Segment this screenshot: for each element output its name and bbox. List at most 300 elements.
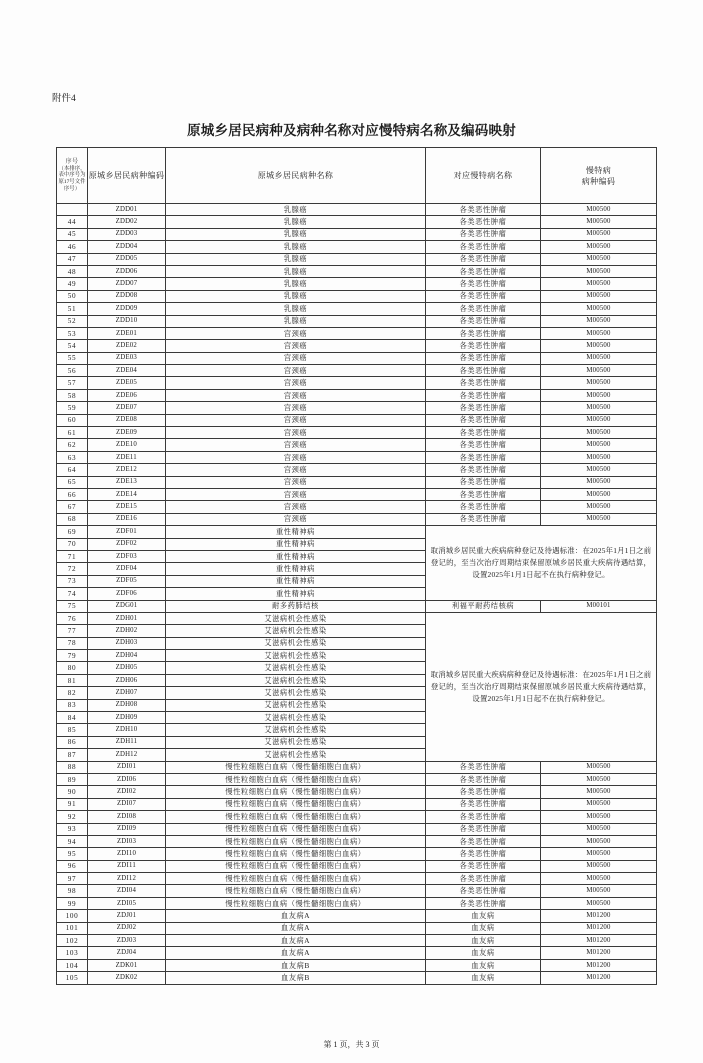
table-row <box>57 389 657 401</box>
mapped-disease-name-cell: 血友病 <box>426 959 541 971</box>
disease-name-cell: 艾滋病机会性感染 <box>166 736 426 748</box>
row-number-cell: 78 <box>57 637 88 649</box>
row-number-cell: 67 <box>57 501 88 513</box>
disease-code-cell: ZDD08 <box>88 290 166 302</box>
disease-code-cell: ZDI11 <box>88 860 166 872</box>
table-row <box>57 402 657 414</box>
disease-code-cell: ZDJ04 <box>88 947 166 959</box>
mapped-disease-name-cell: 血友病 <box>426 972 541 984</box>
mapped-disease-name-cell: 各类恶性肿瘤 <box>426 414 541 426</box>
disease-code-cell: ZDE01 <box>88 327 166 339</box>
row-number-cell: 87 <box>57 749 88 761</box>
mapped-disease-name-cell: 各类恶性肿瘤 <box>426 451 541 463</box>
disease-code-cell: ZDI08 <box>88 811 166 823</box>
mapped-disease-name-cell: 各类恶性肿瘤 <box>426 439 541 451</box>
table-row <box>57 873 657 885</box>
row-number-cell: 68 <box>57 513 88 525</box>
disease-code-cell: ZDD03 <box>88 228 166 240</box>
mapped-disease-name-cell: 各类恶性肿瘤 <box>426 265 541 277</box>
table-row <box>57 600 657 612</box>
row-number-cell: 71 <box>57 550 88 562</box>
mapped-disease-code-cell: M00500 <box>541 352 657 364</box>
mapped-disease-name-cell: 各类恶性肿瘤 <box>426 885 541 897</box>
disease-code-cell: ZDD02 <box>88 216 166 228</box>
table-row <box>57 786 657 798</box>
disease-name-cell: 慢性粒细胞白血病（慢性髓细胞白血病） <box>166 786 426 798</box>
disease-code-cell: ZDD09 <box>88 303 166 315</box>
table-row <box>57 526 657 538</box>
row-number-cell: 77 <box>57 625 88 637</box>
row-number-cell: 82 <box>57 687 88 699</box>
disease-name-cell: 艾滋病机会性感染 <box>166 724 426 736</box>
row-number-cell: 99 <box>57 897 88 909</box>
mapped-disease-code-cell: M00500 <box>541 303 657 315</box>
mapped-disease-name-cell: 各类恶性肿瘤 <box>426 798 541 810</box>
disease-name-cell: 艾滋病机会性感染 <box>166 749 426 761</box>
disease-code-cell: ZDI03 <box>88 835 166 847</box>
row-number-cell: 101 <box>57 922 88 934</box>
mapped-disease-name-cell: 各类恶性肿瘤 <box>426 860 541 872</box>
row-number-cell: 102 <box>57 935 88 947</box>
disease-code-cell: ZDE12 <box>88 464 166 476</box>
row-number-cell: 53 <box>57 327 88 339</box>
disease-name-cell: 慢性粒细胞白血病（慢性髓细胞白血病） <box>166 773 426 785</box>
mapped-disease-code-cell: M00500 <box>541 501 657 513</box>
disease-code-cell: ZDI02 <box>88 786 166 798</box>
mapped-disease-name-cell: 各类恶性肿瘤 <box>426 476 541 488</box>
header-mapped-disease-name: 对应慢特病名称 <box>426 148 541 204</box>
table-row <box>57 811 657 823</box>
mapped-disease-code-cell: M00101 <box>541 600 657 612</box>
disease-code-cell: ZDE03 <box>88 352 166 364</box>
row-number-cell: 47 <box>57 253 88 265</box>
row-number-cell: 59 <box>57 402 88 414</box>
disease-name-cell: 宫颈癌 <box>166 513 426 525</box>
mapped-disease-code-cell: M00500 <box>541 823 657 835</box>
disease-name-cell: 血友病B <box>166 959 426 971</box>
mapped-disease-code-cell: M00500 <box>541 848 657 860</box>
mapped-disease-name-cell: 血友病 <box>426 922 541 934</box>
table-row <box>57 315 657 327</box>
mapped-disease-name-cell: 各类恶性肿瘤 <box>426 873 541 885</box>
disease-code-cell: ZDF02 <box>88 538 166 550</box>
disease-code-cell: ZDD05 <box>88 253 166 265</box>
mapped-disease-code-cell: M00500 <box>541 290 657 302</box>
table-row <box>57 922 657 934</box>
header-mapped-code-line2: 病种编码 <box>581 176 616 186</box>
table-row <box>57 897 657 909</box>
disease-name-cell: 乳腺癌 <box>166 204 426 216</box>
header-mapped-disease-code <box>541 148 657 204</box>
row-number-cell: 74 <box>57 588 88 600</box>
row-number-cell: 90 <box>57 786 88 798</box>
disease-name-cell: 艾滋病机会性感染 <box>166 699 426 711</box>
disease-name-cell: 宫颈癌 <box>166 451 426 463</box>
disease-code-cell: ZDD04 <box>88 241 166 253</box>
table-row <box>57 488 657 500</box>
disease-name-cell: 耐多药肺结核 <box>166 600 426 612</box>
disease-name-cell: 乳腺癌 <box>166 228 426 240</box>
disease-code-cell: ZDI05 <box>88 897 166 909</box>
row-number-cell: 45 <box>57 228 88 240</box>
row-number-cell: 92 <box>57 811 88 823</box>
disease-name-cell: 慢性粒细胞白血病（慢性髓细胞白血病） <box>166 823 426 835</box>
mapping-table <box>56 147 657 985</box>
row-number-cell: 100 <box>57 910 88 922</box>
table-row <box>57 414 657 426</box>
row-number-cell: 105 <box>57 972 88 984</box>
mapped-disease-name-cell: 各类恶性肿瘤 <box>426 278 541 290</box>
row-number-cell: 46 <box>57 241 88 253</box>
disease-name-cell: 慢性粒细胞白血病（慢性髓细胞白血病） <box>166 798 426 810</box>
disease-code-cell: ZDE06 <box>88 389 166 401</box>
disease-code-cell: ZDI09 <box>88 823 166 835</box>
disease-name-cell: 艾滋病机会性感染 <box>166 625 426 637</box>
mapped-disease-code-cell: M00500 <box>541 414 657 426</box>
table-row <box>57 365 657 377</box>
disease-code-cell: ZDH05 <box>88 662 166 674</box>
row-number-cell: 91 <box>57 798 88 810</box>
mapped-disease-code-cell: M00500 <box>541 389 657 401</box>
mapped-disease-code-cell: M01200 <box>541 935 657 947</box>
table-row <box>57 885 657 897</box>
disease-name-cell: 宫颈癌 <box>166 488 426 500</box>
disease-name-cell: 艾滋病机会性感染 <box>166 712 426 724</box>
disease-code-cell: ZDK02 <box>88 972 166 984</box>
mapped-disease-name-cell: 各类恶性肿瘤 <box>426 773 541 785</box>
disease-code-cell: ZDD10 <box>88 315 166 327</box>
mapped-disease-name-cell: 各类恶性肿瘤 <box>426 290 541 302</box>
row-number-cell: 56 <box>57 365 88 377</box>
mapped-disease-name-cell: 各类恶性肿瘤 <box>426 848 541 860</box>
table-row <box>57 427 657 439</box>
disease-code-cell: ZDJ03 <box>88 935 166 947</box>
disease-code-cell: ZDH01 <box>88 612 166 624</box>
disease-code-cell: ZDH08 <box>88 699 166 711</box>
disease-name-cell: 重性精神病 <box>166 588 426 600</box>
mapped-disease-name-cell: 各类恶性肿瘤 <box>426 352 541 364</box>
header-row-number-title: 序号 <box>65 158 79 165</box>
disease-code-cell: ZDE11 <box>88 451 166 463</box>
mapped-disease-name-cell: 各类恶性肿瘤 <box>426 427 541 439</box>
table-row <box>57 947 657 959</box>
disease-name-cell: 乳腺癌 <box>166 216 426 228</box>
row-number-cell: 93 <box>57 823 88 835</box>
table-row <box>57 290 657 302</box>
mapped-disease-name-cell: 各类恶性肿瘤 <box>426 488 541 500</box>
mapped-disease-name-cell: 各类恶性肿瘤 <box>426 315 541 327</box>
mapped-disease-name-cell: 各类恶性肿瘤 <box>426 377 541 389</box>
row-number-cell: 89 <box>57 773 88 785</box>
mapped-disease-code-cell: M00500 <box>541 513 657 525</box>
row-number-cell: 52 <box>57 315 88 327</box>
row-number-cell: 98 <box>57 885 88 897</box>
disease-name-cell: 乳腺癌 <box>166 241 426 253</box>
disease-name-cell: 宫颈癌 <box>166 402 426 414</box>
disease-name-cell: 重性精神病 <box>166 575 426 587</box>
mapped-disease-code-cell: M00500 <box>541 451 657 463</box>
table-row <box>57 835 657 847</box>
row-number-cell: 83 <box>57 699 88 711</box>
row-number-cell: 69 <box>57 526 88 538</box>
row-number-cell: 81 <box>57 674 88 686</box>
row-number-cell: 88 <box>57 761 88 773</box>
disease-name-cell: 血友病A <box>166 922 426 934</box>
table-row <box>57 464 657 476</box>
disease-code-cell: ZDH04 <box>88 650 166 662</box>
disease-name-cell: 慢性粒细胞白血病（慢性髓细胞白血病） <box>166 811 426 823</box>
disease-code-cell: ZDF03 <box>88 550 166 562</box>
mapped-disease-name-cell: 各类恶性肿瘤 <box>426 501 541 513</box>
row-number-cell: 50 <box>57 290 88 302</box>
header-mapped-code-line1: 慢特病 <box>585 165 612 175</box>
disease-name-cell: 重性精神病 <box>166 550 426 562</box>
disease-name-cell: 血友病B <box>166 972 426 984</box>
remark-cell: 取消城乡居民重大疾病病种登记及待遇标准：在2025年1月1日之前登记的，至当次治疗周期结束保留原城乡居民重大疾病待遇结算，设置2025年1月1日起不在执行病种登记。 <box>426 526 657 600</box>
row-number-cell: 94 <box>57 835 88 847</box>
disease-code-cell: ZDF05 <box>88 575 166 587</box>
disease-name-cell: 宫颈癌 <box>166 377 426 389</box>
mapped-disease-code-cell: M01200 <box>541 910 657 922</box>
disease-name-cell: 重性精神病 <box>166 526 426 538</box>
table-row <box>57 773 657 785</box>
table-row <box>57 761 657 773</box>
disease-name-cell: 宫颈癌 <box>166 464 426 476</box>
mapped-disease-name-cell: 各类恶性肿瘤 <box>426 835 541 847</box>
row-number-cell: 85 <box>57 724 88 736</box>
disease-name-cell: 慢性粒细胞白血病（慢性髓细胞白血病） <box>166 860 426 872</box>
disease-name-cell: 血友病A <box>166 935 426 947</box>
mapped-disease-code-cell: M00500 <box>541 340 657 352</box>
table-row <box>57 476 657 488</box>
mapped-disease-name-cell: 各类恶性肿瘤 <box>426 340 541 352</box>
mapped-disease-name-cell: 血友病 <box>426 947 541 959</box>
mapped-disease-name-cell: 各类恶性肿瘤 <box>426 303 541 315</box>
row-number-cell: 58 <box>57 389 88 401</box>
disease-code-cell: ZDI06 <box>88 773 166 785</box>
mapped-disease-code-cell: M00500 <box>541 377 657 389</box>
row-number-cell <box>57 204 88 216</box>
row-number-cell: 66 <box>57 488 88 500</box>
disease-name-cell: 重性精神病 <box>166 538 426 550</box>
mapped-disease-code-cell: M00500 <box>541 885 657 897</box>
table-row <box>57 377 657 389</box>
mapped-disease-name-cell: 各类恶性肿瘤 <box>426 761 541 773</box>
disease-name-cell: 乳腺癌 <box>166 303 426 315</box>
mapped-disease-code-cell: M01200 <box>541 947 657 959</box>
disease-code-cell: ZDJ01 <box>88 910 166 922</box>
disease-code-cell: ZDE10 <box>88 439 166 451</box>
mapped-disease-name-cell: 各类恶性肿瘤 <box>426 402 541 414</box>
row-number-cell: 65 <box>57 476 88 488</box>
row-number-cell: 80 <box>57 662 88 674</box>
disease-name-cell: 艾滋病机会性感染 <box>166 637 426 649</box>
mapped-disease-code-cell: M01200 <box>541 922 657 934</box>
table-row <box>57 612 657 624</box>
table-row <box>57 265 657 277</box>
disease-name-cell: 乳腺癌 <box>166 278 426 290</box>
disease-name-cell: 乳腺癌 <box>166 290 426 302</box>
disease-code-cell: ZDE04 <box>88 365 166 377</box>
disease-code-cell: ZDI04 <box>88 885 166 897</box>
disease-code-cell: ZDE15 <box>88 501 166 513</box>
disease-code-cell: ZDE16 <box>88 513 166 525</box>
mapped-disease-code-cell: M00500 <box>541 228 657 240</box>
disease-name-cell: 宫颈癌 <box>166 427 426 439</box>
table-row <box>57 352 657 364</box>
disease-name-cell: 慢性粒细胞白血病（慢性髓细胞白血病） <box>166 885 426 897</box>
table-row <box>57 253 657 265</box>
disease-name-cell: 慢性粒细胞白血病（慢性髓细胞白血病） <box>166 873 426 885</box>
table-row <box>57 798 657 810</box>
disease-code-cell: ZDE07 <box>88 402 166 414</box>
disease-name-cell: 宫颈癌 <box>166 352 426 364</box>
table-row <box>57 241 657 253</box>
mapped-disease-name-cell: 各类恶性肿瘤 <box>426 823 541 835</box>
row-number-cell: 97 <box>57 873 88 885</box>
row-number-cell: 96 <box>57 860 88 872</box>
disease-name-cell: 宫颈癌 <box>166 365 426 377</box>
table-row <box>57 860 657 872</box>
table-row <box>57 513 657 525</box>
row-number-cell: 76 <box>57 612 88 624</box>
table-row <box>57 935 657 947</box>
disease-code-cell: ZDE05 <box>88 377 166 389</box>
disease-code-cell: ZDH03 <box>88 637 166 649</box>
disease-code-cell: ZDD07 <box>88 278 166 290</box>
row-number-cell: 86 <box>57 736 88 748</box>
disease-code-cell: ZDK01 <box>88 959 166 971</box>
row-number-cell: 51 <box>57 303 88 315</box>
disease-code-cell: ZDG01 <box>88 600 166 612</box>
page-title: 原城乡居民病种及病种名称对应慢特病名称及编码映射 <box>187 123 516 138</box>
disease-code-cell: ZDI07 <box>88 798 166 810</box>
row-number-cell: 104 <box>57 959 88 971</box>
table-row <box>57 848 657 860</box>
table-row <box>57 216 657 228</box>
mapped-disease-code-cell: M01200 <box>541 972 657 984</box>
disease-code-cell: ZDH09 <box>88 712 166 724</box>
disease-name-cell: 乳腺癌 <box>166 315 426 327</box>
mapped-disease-name-cell: 各类恶性肿瘤 <box>426 204 541 216</box>
disease-name-cell: 宫颈癌 <box>166 476 426 488</box>
disease-name-cell: 艾滋病机会性感染 <box>166 662 426 674</box>
disease-name-cell: 宫颈癌 <box>166 389 426 401</box>
mapped-disease-code-cell: M00500 <box>541 464 657 476</box>
mapped-disease-name-cell: 各类恶性肿瘤 <box>426 811 541 823</box>
table-row <box>57 439 657 451</box>
disease-name-cell: 宫颈癌 <box>166 340 426 352</box>
mapped-disease-code-cell: M00500 <box>541 786 657 798</box>
header-row-number-note: （本排序，表中序号为原17号文件序号） <box>58 165 86 192</box>
mapped-disease-code-cell: M00500 <box>541 253 657 265</box>
row-number-cell: 75 <box>57 600 88 612</box>
remark-cell: 取消城乡居民重大疾病病种登记及待遇标准：在2025年1月1日之前登记的，至当次治疗周期结束保留原城乡居民重大疾病待遇结算，设置2025年1月1日起不在执行病种登记。 <box>426 612 657 761</box>
disease-name-cell: 慢性粒细胞白血病（慢性髓细胞白血病） <box>166 835 426 847</box>
disease-code-cell: ZDE09 <box>88 427 166 439</box>
row-number-cell: 54 <box>57 340 88 352</box>
row-number-cell: 72 <box>57 563 88 575</box>
mapped-disease-code-cell: M00500 <box>541 327 657 339</box>
table-row <box>57 501 657 513</box>
row-number-cell: 103 <box>57 947 88 959</box>
mapped-disease-code-cell: M00500 <box>541 315 657 327</box>
mapped-disease-code-cell: M00500 <box>541 241 657 253</box>
mapped-disease-name-cell: 各类恶性肿瘤 <box>426 786 541 798</box>
row-number-cell: 44 <box>57 216 88 228</box>
row-number-cell: 55 <box>57 352 88 364</box>
disease-code-cell: ZDD01 <box>88 204 166 216</box>
disease-name-cell: 宫颈癌 <box>166 327 426 339</box>
row-number-cell: 79 <box>57 650 88 662</box>
table-row <box>57 327 657 339</box>
table-header-row <box>57 148 657 204</box>
mapped-disease-name-cell: 血友病 <box>426 935 541 947</box>
row-number-cell: 62 <box>57 439 88 451</box>
disease-code-cell: ZDJ02 <box>88 922 166 934</box>
disease-name-cell: 宫颈癌 <box>166 501 426 513</box>
row-number-cell: 61 <box>57 427 88 439</box>
mapped-disease-code-cell: M00500 <box>541 798 657 810</box>
disease-code-cell: ZDH12 <box>88 749 166 761</box>
disease-name-cell: 慢性粒细胞白血病（慢性髓细胞白血病） <box>166 897 426 909</box>
mapped-disease-code-cell: M00500 <box>541 488 657 500</box>
disease-code-cell: ZDH02 <box>88 625 166 637</box>
mapped-disease-code-cell: M00500 <box>541 204 657 216</box>
table-row <box>57 340 657 352</box>
disease-code-cell: ZDI12 <box>88 873 166 885</box>
header-disease-code: 原城乡居民病种编码 <box>88 148 166 204</box>
table-row <box>57 303 657 315</box>
mapped-disease-name-cell: 各类恶性肿瘤 <box>426 253 541 265</box>
table-row <box>57 451 657 463</box>
mapped-disease-name-cell: 各类恶性肿瘤 <box>426 513 541 525</box>
disease-code-cell: ZDE02 <box>88 340 166 352</box>
disease-name-cell: 艾滋病机会性感染 <box>166 674 426 686</box>
row-number-cell: 63 <box>57 451 88 463</box>
mapped-disease-name-cell: 各类恶性肿瘤 <box>426 327 541 339</box>
mapped-disease-code-cell: M00500 <box>541 278 657 290</box>
mapped-disease-code-cell: M00500 <box>541 835 657 847</box>
mapped-disease-name-cell: 各类恶性肿瘤 <box>426 216 541 228</box>
mapped-disease-code-cell: M00500 <box>541 216 657 228</box>
mapped-disease-name-cell: 各类恶性肿瘤 <box>426 365 541 377</box>
disease-name-cell: 宫颈癌 <box>166 414 426 426</box>
disease-name-cell: 重性精神病 <box>166 563 426 575</box>
mapped-disease-code-cell: M00500 <box>541 476 657 488</box>
mapped-disease-code-cell: M00500 <box>541 439 657 451</box>
disease-code-cell: ZDI01 <box>88 761 166 773</box>
disease-code-cell: ZDF06 <box>88 588 166 600</box>
disease-name-cell: 艾滋病机会性感染 <box>166 687 426 699</box>
disease-code-cell: ZDF04 <box>88 563 166 575</box>
mapped-disease-code-cell: M00500 <box>541 427 657 439</box>
table-row <box>57 228 657 240</box>
row-number-cell: 70 <box>57 538 88 550</box>
disease-code-cell: ZDI10 <box>88 848 166 860</box>
table-row <box>57 959 657 971</box>
mapped-disease-code-cell: M00500 <box>541 365 657 377</box>
mapped-disease-name-cell: 各类恶性肿瘤 <box>426 389 541 401</box>
mapped-disease-code-cell: M00500 <box>541 811 657 823</box>
table-row <box>57 972 657 984</box>
row-number-cell: 48 <box>57 265 88 277</box>
mapped-disease-code-cell: M00500 <box>541 773 657 785</box>
mapped-disease-code-cell: M00500 <box>541 402 657 414</box>
page-footer: 第 1 页，共 3 页 <box>323 1040 380 1049</box>
mapped-disease-name-cell: 各类恶性肿瘤 <box>426 464 541 476</box>
mapped-disease-code-cell: M00500 <box>541 761 657 773</box>
